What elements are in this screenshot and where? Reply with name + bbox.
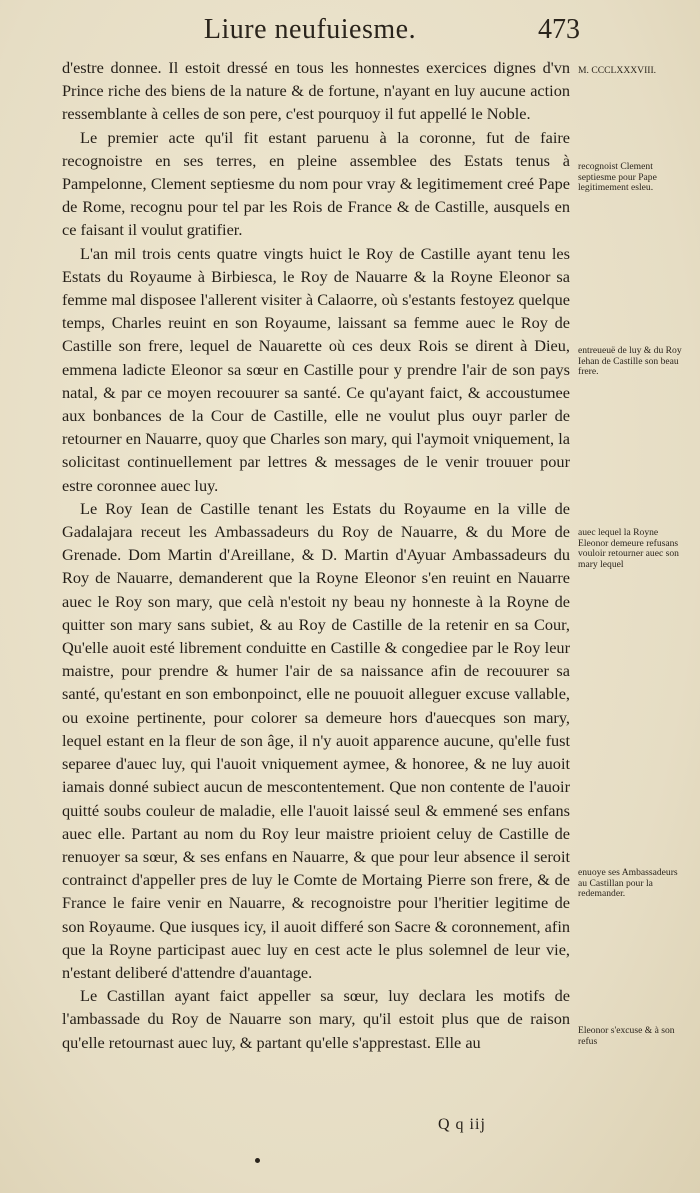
running-title: Liure neufuiesme. xyxy=(203,14,417,45)
paragraph: L'an mil trois cents quatre vingts huict le Roy de Castille ayant tenu les Estats du Royaume à Birbiesca, le Roy de Nauarre & la Royne Eleonor sa femme mal disposee l'allerent visiter à Calaorre, où s'estants festoyez quelque temps, Charles reuint en son Royaume, laissant sa femme auec le Roy de Castille son frere, lequel de Nauarette où ces deux Rois se dirent à Dieu, emmena ladicte Eleonor sa sœur en Castille pour y prendre l'air de son pays natal, & par ce moyen recouurer sa santé. Ce qu'ayant faict, & accoustumee aux bonbances de la Cour de Castille, elle ne voulut plus ouyr parler de retourner en Nauarre, quoy que Charles son mary, qui l'aymoit vniquement, la solicitast continuellement par lettres & messages de le venir trouuer pour estre coronnee auec luy. xyxy=(62,243,570,495)
margin-note-year: M. CCCLXXXVIII. xyxy=(578,65,657,76)
main-text-column xyxy=(62,56,570,1054)
paragraph: d'estre donnee. Il estoit dressé en tous les honnestes exercices dignes d'vn Prince riche des biens de la nature & de fortune, n'ayant en luy aucune action ressemblante à celles de son pere, c'est pourquoy il fut appellé le Noble. xyxy=(62,58,570,124)
paragraph: Le Castillan ayant faict appeller sa sœur, luy declara les motifs de l'ambassade du Roy de Nauarre son mary, qu'il estoit plus que de raison qu'elle retournast auec luy, & partant qu'elle s'apprestast. Elle au xyxy=(62,986,570,1052)
paragraph: Le premier acte qu'il fit estant paruenu à la coronne, fut de faire recognoistre en ses terres, en pleine assemblee des Estats tenus à Pampelonne, Clement septiesme du nom pour vray & legitimement creé Pape de Rome, recognu pour tel par les Rois de France & de Castille, ausquels en ce faisant il voulut gratifier. xyxy=(62,127,570,240)
margin-note: auec lequel la Royne Eleonor demeure refusans vouloir retourner auec son mary lequel xyxy=(578,527,679,570)
margin-note: recognoist Clement septiesme pour Pape legitimement esleu. xyxy=(578,161,657,193)
signature-mark: Q q iij xyxy=(438,1116,486,1133)
page-number: 473 xyxy=(538,14,580,45)
ink-dot xyxy=(255,1158,260,1163)
margin-note: entreueuë de luy & du Roy Iehan de Castille son beau frere. xyxy=(578,345,682,377)
paragraph: Le Roy Iean de Castille tenant les Estats du Royaume en la ville de Gadalajara receut les Ambassadeurs du Roy de Nauarre, & du More de Grenade. Dom Martin d'Areillane, & D. Martin d'Ayuar Ambassadeurs du Roy de Nauarre, demanderent que la Royne Eleonor s'en reuint en Nauarre auec le Roy son mary, que celà n'estoit ny beau ny honneste à la Royne de quitter son mary sans subiet, & au Roy de Castille de la retenir en sa Cour, Qu'elle auoit esté librement conduitte en Castille & congediee par le Roy leur maistre, pour prendre & humer l'air de sa naissance afin de recouurer sa santé, qu'estant en son embonpoinct, elle ne pouuoit alleguer excuse vallable, ou exoine pertinente, pour colorer sa demeure hors d'auecques son mary, lequel estant en la fleur de son âge, il n'y auoit apparence aucune, qu'elle fust separee d'auec luy, qui l'auoit vniquement aymee, & honoree, & ne luy auoit iamais donné subiect aucun de mescontentement. Que non contente de l'auoir quitté soubs couleur de maladie, elle l'auoit laissé seul & emmené ses enfans auec elle. Partant au nom du Roy leur maistre prioient celuy de Castille de renuoyer sa sœur, & ses enfans en Nauarre, & que pour leur absence il seroit contrainct d'appeller pres de luy le Comte de Mortaing Pierre son frere, & de France le faire venir en Nauarre, & recognoistre pour l'heritier legitime de son Royaume. Que iusques icy, il auoit differé son Sacre & coronnement, afin que la Royne participast auec luy en cest acte le plus solemnel de leur vie, n'estant deliberé d'attendre d'auantage. xyxy=(62,498,570,982)
margin-note: enuoye ses Ambassadeurs au Castillan pour la redemander. xyxy=(578,867,678,899)
margin-note: Eleonor s'excuse & à son refus xyxy=(578,1025,675,1047)
